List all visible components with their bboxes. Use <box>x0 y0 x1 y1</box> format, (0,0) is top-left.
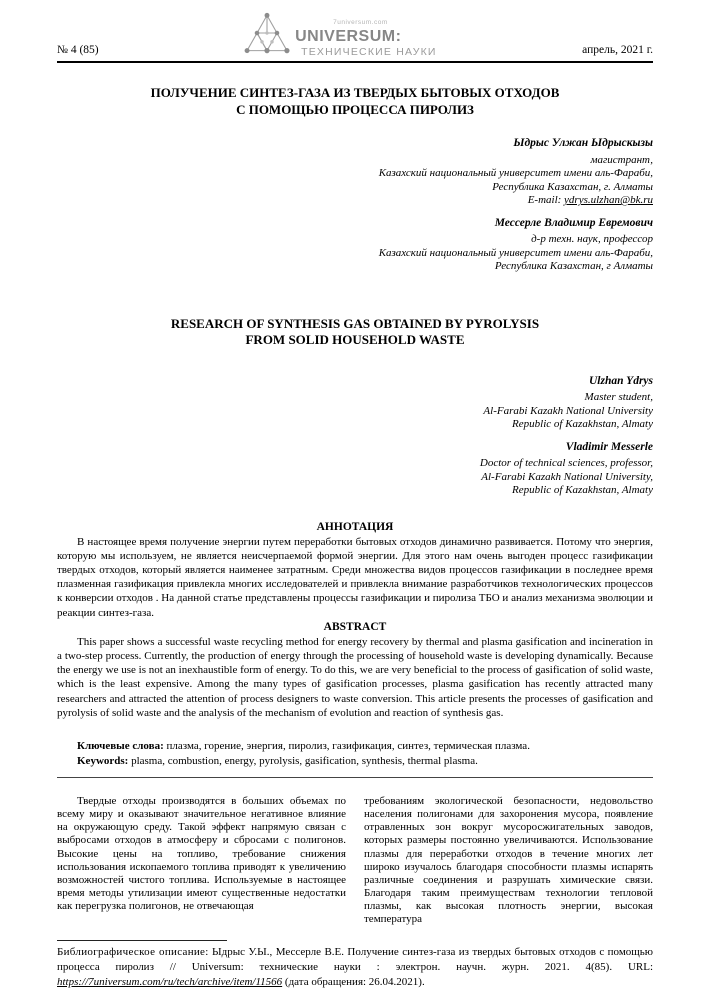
author-ru-2-location: Республика Казахстан, г Алматы <box>494 260 653 272</box>
author-ru-2 <box>57 217 653 274</box>
keywords-en-label: Keywords: <box>77 754 129 767</box>
article-title-en <box>57 316 653 349</box>
issue-number: № 4 (85) <box>57 44 99 56</box>
author-en-2-affiliation: Al-Farabi Kazakh National University, <box>481 470 653 483</box>
author-en-2-name: Vladimir Messerle <box>565 440 653 453</box>
author-en-2 <box>57 441 653 498</box>
logo-wordmark <box>295 20 437 59</box>
author-ru-1-location: Республика Казахстан, г. Алматы <box>492 180 653 193</box>
body-columns <box>57 795 653 926</box>
keywords-ru-text: плазма, горение, энергия, пиролиз, газификация, синтез, термическая плазма. <box>163 739 530 752</box>
author-en-1 <box>57 375 653 432</box>
issue-date: апрель, 2021 г. <box>582 44 653 56</box>
body-column-left: Твердые отходы производятся в больших объемах по всему миру и оказывают значительное негативное влияние на окружающую среду. Такой эффект напрямую связан с выбросами отходов в атмосферу и сбросами с полигонов. Высокие цены на топливо, требование снижения использования ископаемого топлива приводят к увеличению возможностей чистого топлива. Используемые в настоящее время методы утилизации имеют существенные недостатки как перегрузка полигонов, не отвечающая <box>57 795 346 912</box>
email-label: E-mail: <box>527 194 565 206</box>
keywords-ru <box>57 739 653 754</box>
annotation-text: В настоящее время получение энергии путем переработки бытовых отходов динамично развивается. Потому что энергия, которую мы используем, не является неисчерпаемой формой энергии. Для этого нам очень выгоден процесс газификации твердых отходов, который является наименее затратным. Среди множества видов процессов газификации в последнее время плазменная газификация привлекла многих исследователей и привлекла внимание разработчиков технологических процессов к конверсии отходов . На данной статье представлены процессы газификации и пиролиза ТБО и анализ механизма эволюции и реакции синтез-газа. <box>57 535 653 619</box>
author-en-2-location: Republic of Kazakhstan, Almaty <box>512 484 653 496</box>
logo-subtitle: ТЕХНИЧЕСКИЕ НАУКИ <box>301 45 437 58</box>
logo-site-url: 7universum.com <box>333 19 388 26</box>
author-email-link[interactable]: ydrys.ulzhan@bk.ru <box>564 194 653 206</box>
author-en-1-name: Ulzhan Ydrys <box>588 374 653 387</box>
annotation-heading: АННОТАЦИЯ <box>316 520 394 533</box>
author-ru-2-role: д-р техн. наук, профессор <box>531 233 653 245</box>
bibliography-url-label: URL: <box>627 961 653 974</box>
bibliography-url-link[interactable]: https://7universum.com/ru/tech/archive/item/11566 <box>57 976 283 989</box>
keywords-en-text: plasma, combustion, energy, pyrolysis, gasification, synthesis, thermal plasma. <box>128 754 478 767</box>
article-title-ru-line1: ПОЛУЧЕНИЕ СИНТЕЗ-ГАЗА ИЗ ТВЕРДЫХ БЫТОВЫХ ОТХОДОВ <box>150 85 560 100</box>
author-ru-1-role: магистрант, <box>590 153 653 166</box>
author-ru-2-affiliation: Казахский национальный университет имени аль-Фараби, <box>378 246 653 259</box>
author-ru-2-name: Мессерле Владимир Евремович <box>494 216 653 229</box>
author-en-1-affiliation: Al-Farabi Kazakh National University <box>483 404 653 417</box>
journal-logo <box>244 12 437 59</box>
article-title-ru <box>57 85 653 118</box>
abstract-heading: ABSTRACT <box>323 620 387 633</box>
bibliographic-description <box>57 945 653 991</box>
bibliography-access-date: (дата обращения: 26.04.2021). <box>282 976 425 989</box>
author-en-1-location: Republic of Kazakhstan, Almaty <box>512 418 653 430</box>
bibliography-label: Библиографическое описание: <box>57 946 209 959</box>
author-ru-1-email-line <box>57 194 653 208</box>
footnote-divider <box>57 940 227 941</box>
author-en-2-role: Doctor of technical sciences, professor, <box>479 457 653 469</box>
triangle-network-icon <box>244 12 290 59</box>
keywords-ru-label: Ключевые слова: <box>77 739 164 752</box>
article-title-en-line1: RESEARCH OF SYNTHESIS GAS OBTAINED BY PYROLYSIS <box>170 315 540 331</box>
article-title-en-line2: FROM SOLID HOUSEHOLD WASTE <box>245 332 465 347</box>
journal-header <box>57 12 653 63</box>
keywords-en <box>57 754 653 769</box>
author-ru-1-name: Ыдрыс Улжан Ыдрыскызы <box>513 137 653 149</box>
body-column-right: требованиям экологической безопасности, недовольство населения полигонами для захоронения мусора, появление отравленных зон вокруг мусоросжигательных заводов, которых размеры постоянно увеличиваются. Использование плазмы для переработки отходов в течение многих лет широко изучалось благодаря способности плазмы испарять различные соединения и разрушать химические связи. Благодаря таким преимуществам технологии тепловой плазмы, как высокая плотность энергии, высокая температура <box>364 795 653 925</box>
section-divider <box>57 777 653 778</box>
author-ru-1 <box>57 137 653 208</box>
logo-title: UNIVERSUM: <box>295 27 402 45</box>
abstract-text: This paper shows a successful waste recycling method for energy recovery by thermal and plasma gasification and incineration in a two-step process. Currently, the production of energy through the processing of household waste is developing dynamically. Because the energy we use is not an inexhaustible form of energy. To do this, we are very beneficial to the process of gasification of solid waste, which is the least expensive. Among the many types of gasification processes, plasma gasification has recently attracted many researchers and attracted the attention of process designers to waste conversion. This article presents the processes of gasification and pyrolysis of solid waste and the analysis of the mechanism of evolution and reaction of synthesis gas. <box>57 635 654 719</box>
article-title-ru-line2: С ПОМОЩЬЮ ПРОЦЕССА ПИРОЛИЗ <box>236 101 474 117</box>
author-ru-1-affiliation: Казахский национальный университет имени аль-Фараби, <box>378 167 653 179</box>
author-en-1-role: Master student, <box>584 391 653 403</box>
bibliography-text: Ыдрыс У.Ы., Мессерле В.Е. Получение синтез-газа из твердых бытовых отходов с помощью процесса пиролиз // Universum: технические науки : электрон. научн. журн. 2021. 4(85). <box>57 946 653 974</box>
